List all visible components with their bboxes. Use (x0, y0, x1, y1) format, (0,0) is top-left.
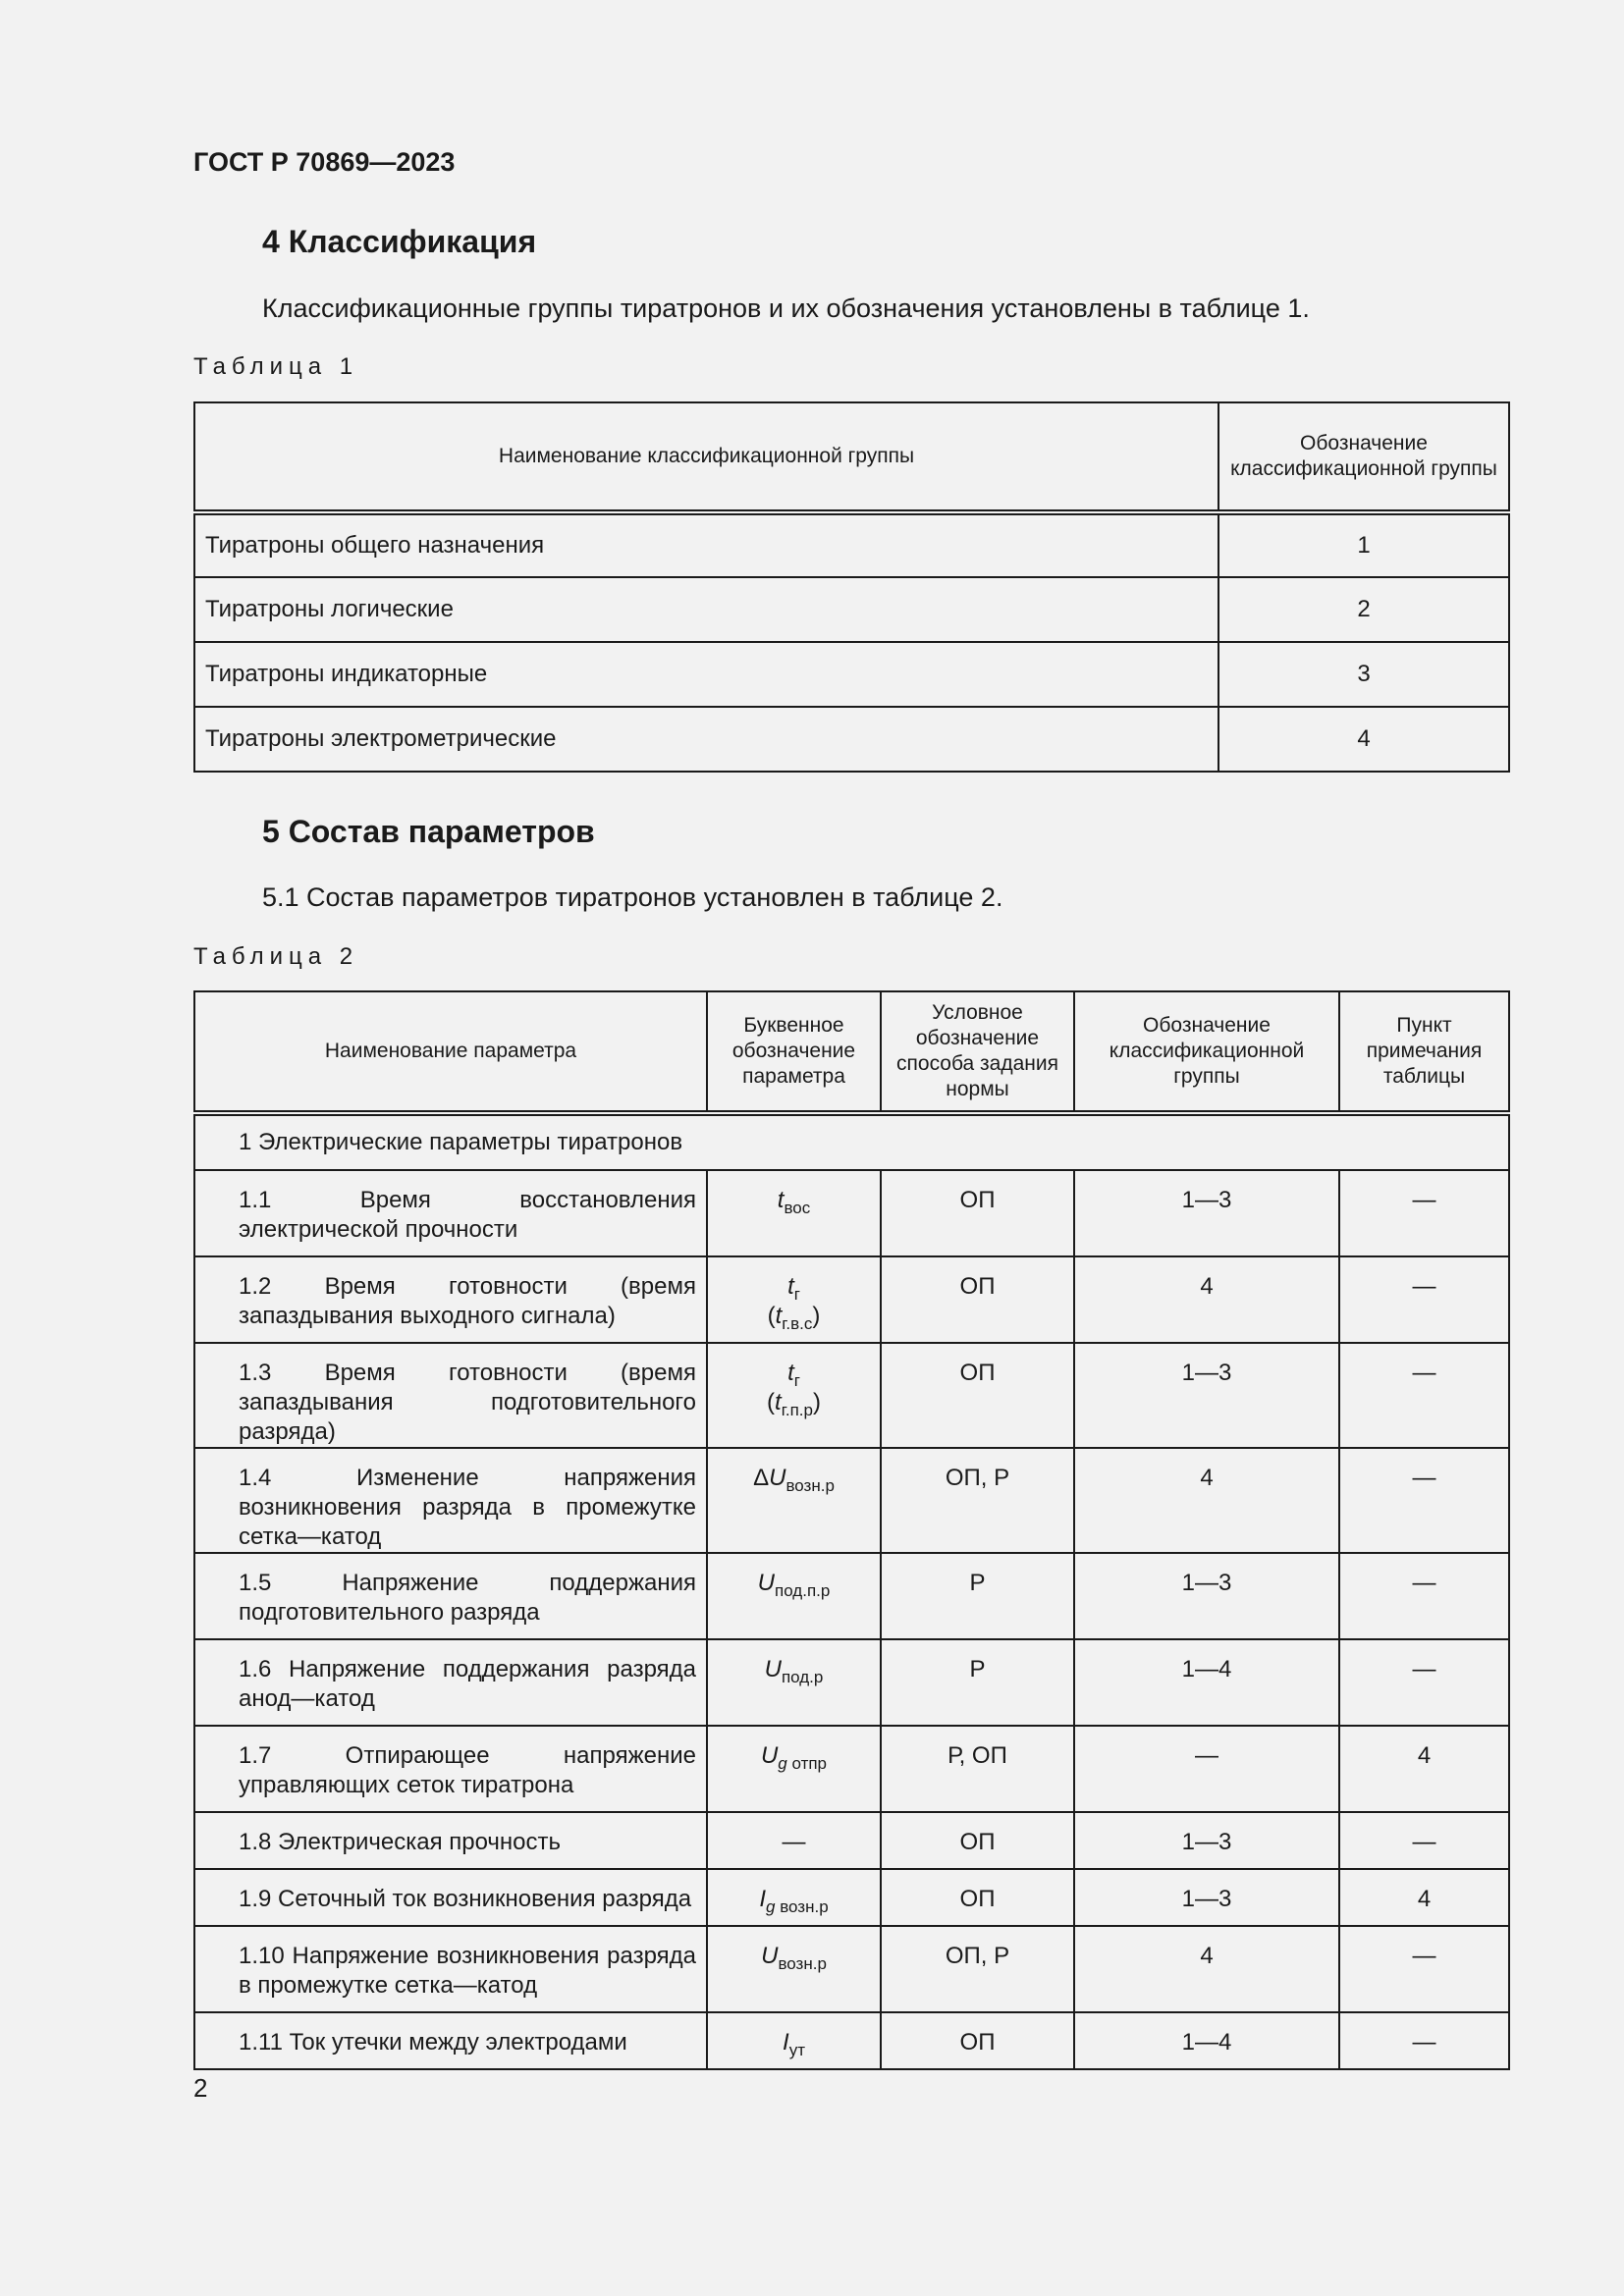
parameter-name: 1.8 Электрическая прочность (194, 1812, 707, 1869)
table-row (194, 577, 1509, 642)
symbol (753, 1465, 835, 1495)
table-row (194, 707, 1509, 772)
section-4-text: Классификационные группы тиратронов и их обозначения установлены в таблице 1. (262, 294, 1310, 323)
table-2-caption: Таблица 2 (193, 943, 359, 970)
class-group: 4 (1074, 1926, 1339, 2012)
symbol-base: t (775, 1303, 783, 1329)
table-row (194, 1869, 1509, 1926)
table-2-header-parameter: Наименование параметра (194, 991, 707, 1113)
table-row (194, 1726, 1509, 1812)
parameter-name: 1.3 Время готовности (время запаздывания подготовительного разряда) (194, 1343, 707, 1448)
symbol (759, 1886, 829, 1916)
parameter-symbol (707, 2012, 881, 2069)
symbol (757, 1570, 831, 1600)
symbol-subscript (794, 1371, 800, 1390)
norm-method: ОП (881, 1343, 1074, 1448)
symbol-subscript-italic: g (766, 1897, 776, 1916)
symbol-subscript-text: возн.р (778, 1954, 827, 1973)
class-group: 1—3 (1074, 1170, 1339, 1256)
table-2-header-class-group: Обозначение классификационной группы (1074, 991, 1339, 1113)
class-group: 1—4 (1074, 2012, 1339, 2069)
norm-method: ОП (881, 2012, 1074, 2069)
table-row (194, 512, 1509, 577)
note-ref: 4 (1339, 1726, 1509, 1812)
parameter-name: 1.11 Ток утечки между электродами (194, 2012, 707, 2069)
parameter-symbol: $t_г$ $(t_{г.в.с})$ (707, 1256, 881, 1343)
symbol-subscript-text: г (793, 1285, 800, 1304)
note-ref: — (1339, 1343, 1509, 1448)
page-number: 2 (193, 2073, 208, 2103)
parameter-name: 1.10 Напряжение возникновения разряда в промежутке сетка—катод (194, 1926, 707, 2012)
symbol-subscript-text: под.р (781, 1668, 824, 1686)
parameter-name: 1.5 Напряжение поддержания подготовительного разряда (194, 1553, 707, 1639)
table-row (194, 1639, 1509, 1726)
norm-method: Р, ОП (881, 1726, 1074, 1812)
symbol-subscript (784, 1199, 810, 1217)
symbol-base: t (777, 1187, 785, 1213)
symbol-base: I (759, 1886, 766, 1912)
symbol (775, 1303, 813, 1333)
parameter-name: 1.6 Напряжение поддержания разряда анод—катод (194, 1639, 707, 1726)
parameter-name: 1.7 Отпирающее напряжение управляющих сеток тиратрона (194, 1726, 707, 1812)
parameter-symbol (707, 1726, 881, 1812)
symbol (787, 1360, 800, 1390)
symbol-base: U (764, 1656, 782, 1682)
table-1-cell-code: 4 (1218, 707, 1509, 772)
symbol-subscript (782, 1668, 823, 1686)
symbol-subscript-text: г.п.р (781, 1401, 813, 1419)
table-row (194, 2012, 1509, 2069)
parameter-symbol (707, 1926, 881, 2012)
table-2-header-norm-method: Условное обозначение способа задания нормы (881, 991, 1074, 1113)
parameter-symbol (707, 1639, 881, 1726)
section-4-title: 4 Классификация (262, 224, 537, 259)
note-ref: — (1339, 1256, 1509, 1343)
norm-method: Р (881, 1639, 1074, 1726)
class-group: 1—4 (1074, 1639, 1339, 1726)
symbol-subscript-text: вос (784, 1199, 811, 1217)
class-group: 1—3 (1074, 1869, 1339, 1926)
note-ref: — (1339, 1926, 1509, 2012)
symbol-base: U (760, 1742, 779, 1769)
norm-method: Р (881, 1553, 1074, 1639)
norm-method: ОП (881, 1812, 1074, 1869)
standard-code: ГОСТ Р 70869—2023 (193, 147, 456, 177)
symbol-prefix: Δ (753, 1465, 770, 1491)
symbol-base: U (761, 1943, 779, 1969)
symbol-base: t (787, 1273, 794, 1300)
symbol (764, 1656, 824, 1686)
note-ref: — (1339, 1639, 1509, 1726)
symbol-base: U (769, 1465, 786, 1491)
section-5-text: 5.1 Состав параметров тиратронов установлен в таблице 2. (262, 882, 1003, 912)
symbol-subscript-text: под.п.р (775, 1581, 831, 1600)
section-5-title: 5 Состав параметров (262, 814, 595, 849)
class-group: — (1074, 1726, 1339, 1812)
table-1-cell-code: 1 (1218, 512, 1509, 577)
table-row (194, 1170, 1509, 1256)
norm-method: ОП (881, 1256, 1074, 1343)
class-group: 1—3 (1074, 1812, 1339, 1869)
symbol (787, 1273, 800, 1304)
symbol-subscript (778, 1754, 827, 1773)
table-1-cell-name: Тиратроны индикаторные (194, 642, 1218, 707)
table-row (194, 1343, 1509, 1448)
symbol-subscript (766, 1897, 829, 1916)
table-1-caption: Таблица 1 (193, 353, 359, 380)
parameter-symbol (707, 1553, 881, 1639)
symbol-subscript (778, 1954, 826, 1973)
symbol (760, 1742, 828, 1773)
table-2-group-row (194, 1113, 1509, 1170)
class-group: 1—3 (1074, 1343, 1339, 1448)
symbol-subscript (789, 2041, 805, 2059)
table-2 (193, 990, 1510, 2070)
note-ref: — (1339, 2012, 1509, 2069)
norm-method: ОП, Р (881, 1448, 1074, 1553)
symbol-subscript (782, 1314, 812, 1333)
note-ref: — (1339, 1812, 1509, 1869)
table-2-group-label: 1 Электрические параметры тиратронов (194, 1113, 1509, 1170)
symbol-subscript-text: ут (788, 2041, 805, 2059)
table-1 (193, 401, 1510, 773)
parameter-symbol: $t_г$ $(t_{г.п.р})$ (707, 1343, 881, 1448)
note-ref: 4 (1339, 1869, 1509, 1926)
symbol-subscript-text: г (793, 1371, 800, 1390)
table-1-cell-name: Тиратроны электрометрические (194, 707, 1218, 772)
table-row (194, 1926, 1509, 2012)
symbol-subscript (782, 1401, 813, 1419)
note-ref: — (1339, 1170, 1509, 1256)
parameter-symbol (707, 1170, 881, 1256)
symbol-base: U (757, 1570, 776, 1596)
note-ref: — (1339, 1553, 1509, 1639)
table-1-cell-code: 2 (1218, 577, 1509, 642)
table-1-cell-name: Тиратроны логические (194, 577, 1218, 642)
table-row (194, 1256, 1509, 1343)
class-group: 4 (1074, 1256, 1339, 1343)
symbol-subscript (794, 1285, 800, 1304)
table-2-header-note: Пункт примечания таблицы (1339, 991, 1509, 1113)
table-1-cell-name: Тиратроны общего назначения (194, 512, 1218, 577)
class-group: 4 (1074, 1448, 1339, 1553)
symbol-subscript-text: г.в.с (782, 1314, 813, 1333)
table-row (194, 1448, 1509, 1553)
parameter-name: 1.4 Изменение напряжения возникновения разряда в промежутке сетка—катод (194, 1448, 707, 1553)
symbol-subscript-text: возн.р (785, 1476, 835, 1495)
table-row (194, 1812, 1509, 1869)
symbol-subscript-text: отпр (786, 1754, 828, 1773)
norm-method: ОП, Р (881, 1926, 1074, 2012)
symbol-base: I (783, 2029, 789, 2056)
symbol (761, 1943, 827, 1973)
symbol-subscript (785, 1476, 834, 1495)
parameter-name: 1.1 Время восстановления электрической прочности (194, 1170, 707, 1256)
parameter-name: 1.2 Время готовности (время запаздывания выходного сигнала) (194, 1256, 707, 1343)
norm-method: ОП (881, 1869, 1074, 1926)
class-group: 1—3 (1074, 1553, 1339, 1639)
parameter-symbol: — (707, 1812, 881, 1869)
table-1-header-name: Наименование классификационной группы (194, 402, 1218, 512)
note-ref: — (1339, 1448, 1509, 1553)
parameter-symbol (707, 1448, 881, 1553)
symbol-subscript (775, 1581, 830, 1600)
table-row (194, 642, 1509, 707)
table-row (194, 1553, 1509, 1639)
table-1-cell-code: 3 (1218, 642, 1509, 707)
symbol (783, 2029, 805, 2059)
symbol-subscript-text: возн.р (775, 1897, 829, 1916)
table-2-header-symbol: Буквенное обозначение параметра (707, 991, 881, 1113)
parameter-symbol (707, 1869, 881, 1926)
symbol-base: t (775, 1389, 782, 1415)
parameter-name: 1.9 Сеточный ток возникновения разряда (194, 1869, 707, 1926)
symbol-base: t (787, 1360, 794, 1386)
norm-method: ОП (881, 1170, 1074, 1256)
symbol-subscript-italic: g (778, 1754, 787, 1773)
symbol (775, 1389, 813, 1419)
symbol (777, 1187, 811, 1217)
table-1-header-code: Обозначение классификационной группы (1218, 402, 1509, 512)
